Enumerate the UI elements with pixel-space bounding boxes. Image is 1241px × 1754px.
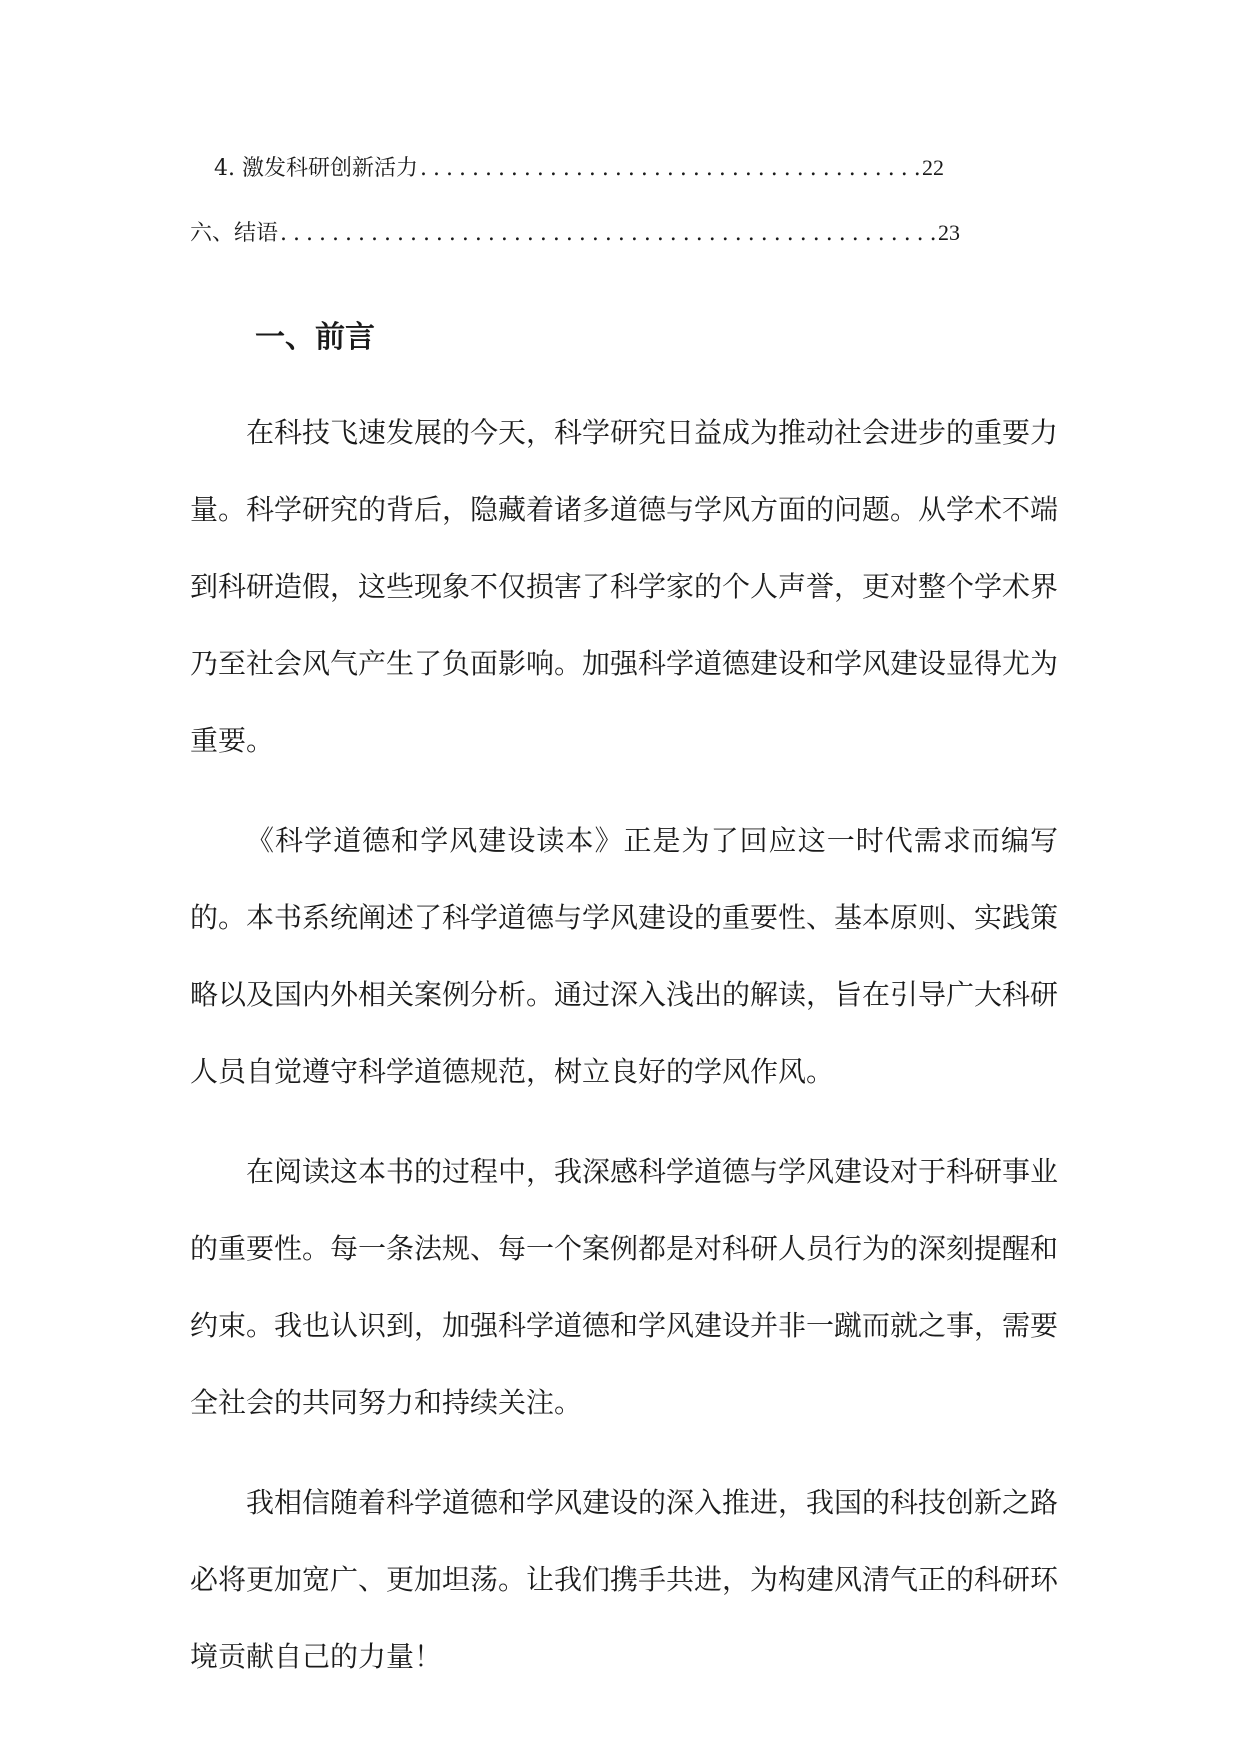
toc-item-page: 23	[938, 220, 960, 245]
paragraph: 《科学道德和学风建设读本》正是为了回应这一时代需求而编写的。本书系统阐述了科学道德与学风建设的重要性、基本原则、实践策略以及国内外相关案例分析。通过深入浅出的解读，旨在引导广大科研人员自觉遵守科学道德规范，树立良好的学风作风。	[190, 824, 1059, 1088]
toc-dot-leader	[418, 154, 922, 184]
toc-item-page: 22	[922, 155, 944, 180]
toc-item-label: 六、结语	[190, 221, 279, 246]
paragraph: 在科技飞速发展的今天，科学研究日益成为推动社会进步的重要力量。科学研究的背后，隐藏着诸多道德与学风方面的问题。从学术不端到科研造假，这些现象不仅损害了科学家的个人声誉，更对整个学术界乃至社会风气产生了负面影响。加强科学道德建设和学风建设显得尤为重要。	[190, 416, 1059, 757]
body-text	[190, 394, 1058, 1718]
section-heading: 一、前言	[255, 320, 375, 355]
paragraph: 我相信随着科学道德和学风建设的深入推进，我国的科技创新之路必将更加宽广、更加坦荡。让我们携手共进，为构建风清气正的科研环境贡献自己的力量！	[190, 1486, 1059, 1673]
toc-item[interactable]	[190, 218, 960, 249]
toc-item[interactable]	[214, 153, 944, 184]
paragraph: 在阅读这本书的过程中，我深感科学道德与学风建设对于科研事业的重要性。每一条法规、每一个案例都是对科研人员行为的深刻提醒和约束。我也认识到，加强科学道德和学风建设并非一蹴而就之事，需要全社会的共同努力和持续关注。	[190, 1155, 1059, 1419]
toc-dot-leader	[278, 219, 938, 249]
toc-item-label: 4. 激发科研创新活力	[214, 156, 418, 181]
